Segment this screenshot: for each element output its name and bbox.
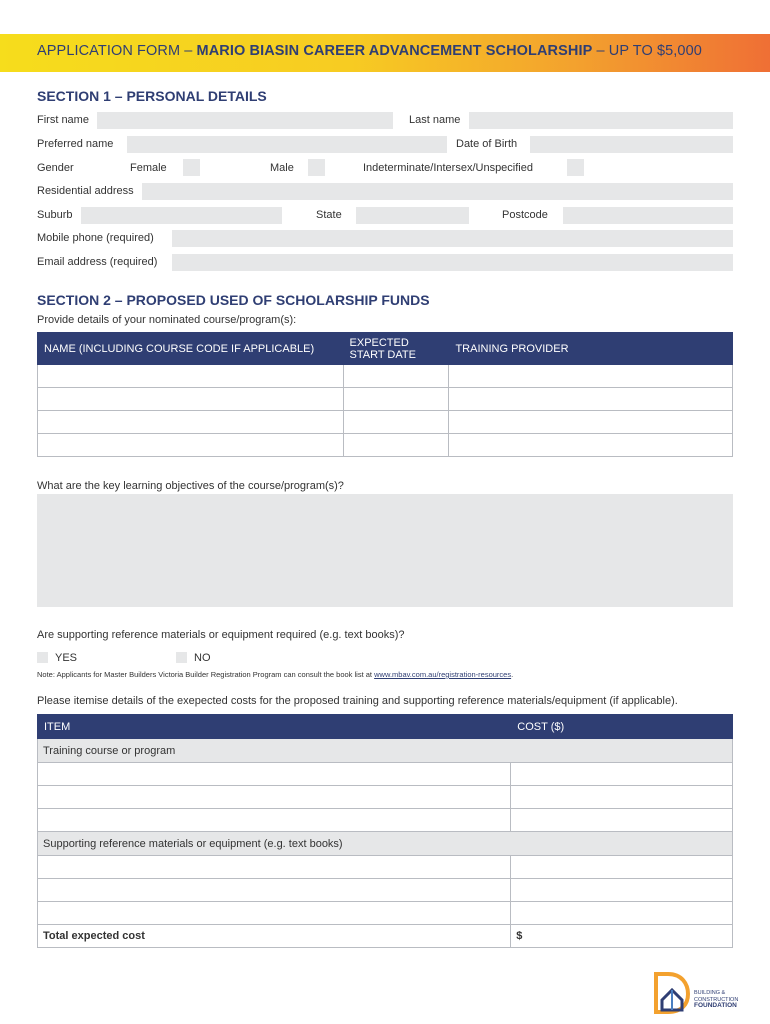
address-label: Residential address (37, 185, 134, 197)
cost-cell[interactable] (511, 856, 733, 879)
training-subheading-row (38, 739, 733, 763)
col-start-date: EXPECTED START DATE (343, 333, 449, 365)
table-row (38, 809, 733, 832)
gender-male-checkbox[interactable] (308, 159, 325, 176)
postcode-field[interactable] (563, 207, 733, 224)
gender-male-label: Male (270, 162, 294, 174)
col-provider: TRAINING PROVIDER (449, 333, 733, 365)
state-field[interactable] (356, 207, 469, 224)
foundation-logo-icon (652, 970, 692, 1014)
item-cell[interactable] (38, 763, 511, 786)
materials-subheading: Supporting reference materials or equipment (e.g. text books) (38, 832, 733, 856)
objectives-question: What are the key learning objectives of the course/program(s)? (37, 480, 344, 492)
mobile-field[interactable] (172, 230, 733, 247)
cost-cell[interactable] (511, 809, 733, 832)
section-1-heading: SECTION 1 – PERSONAL DETAILS (37, 88, 267, 104)
cost-cell[interactable] (511, 902, 733, 925)
email-label: Email address (required) (37, 256, 158, 268)
start-date-cell[interactable] (343, 411, 449, 434)
last-name-field[interactable] (469, 112, 733, 129)
total-label: Total expected cost (38, 925, 511, 948)
col-course-name: NAME (INCLUDING COURSE CODE IF APPLICABLE) (38, 333, 344, 365)
table-row (38, 786, 733, 809)
item-cell[interactable] (38, 809, 511, 832)
course-name-cell[interactable] (38, 434, 344, 457)
materials-no-label: NO (194, 652, 211, 664)
foundation-logo-text: BUILDING & CONSTRUCTION FOUNDATION (694, 990, 739, 1009)
book-list-link[interactable]: www.mbav.com.au/registration-resources (374, 670, 512, 679)
table-row (38, 434, 733, 457)
costs-intro: Please itemise details of the exepected costs for the proposed training and supporting reference materials/equipment (if applicable). (37, 695, 678, 707)
first-name-field[interactable] (97, 112, 393, 129)
gender-female-label: Female (130, 162, 167, 174)
preferred-name-label: Preferred name (37, 138, 114, 150)
suburb-field[interactable] (81, 207, 282, 224)
dob-label: Date of Birth (456, 138, 518, 150)
materials-yes-checkbox[interactable] (37, 652, 48, 663)
costs-table (37, 714, 733, 948)
materials-question: Are supporting reference materials or equipment required (e.g. text books)? (37, 629, 405, 641)
item-cell[interactable] (38, 902, 511, 925)
cost-cell[interactable] (511, 763, 733, 786)
start-date-cell[interactable] (343, 388, 449, 411)
table-row (38, 856, 733, 879)
col-cost: COST ($) (511, 715, 733, 739)
cost-cell[interactable] (511, 879, 733, 902)
suburb-label: Suburb (37, 209, 73, 221)
table-row (38, 763, 733, 786)
course-name-cell[interactable] (38, 388, 344, 411)
provider-cell[interactable] (449, 411, 733, 434)
table-row (38, 365, 733, 388)
course-name-cell[interactable] (38, 365, 344, 388)
course-name-cell[interactable] (38, 411, 344, 434)
materials-subheading-row (38, 832, 733, 856)
table-row (38, 388, 733, 411)
first-name-label: First name (37, 114, 89, 126)
total-cost-cell[interactable]: $ (511, 925, 733, 948)
materials-no-checkbox[interactable] (176, 652, 187, 663)
item-cell[interactable] (38, 856, 511, 879)
table-row (38, 879, 733, 902)
course-table (37, 332, 733, 457)
form-title: APPLICATION FORM – MARIO BIASIN CAREER ADVANCEMENT SCHOLARSHIP – UP TO $5,000 (37, 43, 702, 59)
col-item: ITEM (38, 715, 511, 739)
state-label: State (316, 209, 342, 221)
total-row (38, 925, 733, 948)
gender-female-checkbox[interactable] (183, 159, 200, 176)
start-date-cell[interactable] (343, 434, 449, 457)
book-list-note: Note: Applicants for Master Builders Victoria Builder Registration Program can consult the book list at www.mbav.com.au/registration-resources. (37, 670, 514, 679)
gender-other-checkbox[interactable] (567, 159, 584, 176)
provider-cell[interactable] (449, 365, 733, 388)
start-date-cell[interactable] (343, 365, 449, 388)
training-subheading: Training course or program (38, 739, 733, 763)
item-cell[interactable] (38, 879, 511, 902)
postcode-label: Postcode (502, 209, 548, 221)
gender-other-label: Indeterminate/Intersex/Unspecified (363, 162, 533, 174)
objectives-textarea[interactable] (37, 494, 733, 607)
section-2-heading: SECTION 2 – PROPOSED USED OF SCHOLARSHIP FUNDS (37, 292, 430, 308)
table-row (38, 411, 733, 434)
table-row (38, 902, 733, 925)
provider-cell[interactable] (449, 388, 733, 411)
mobile-label: Mobile phone (required) (37, 232, 154, 244)
dob-field[interactable] (530, 136, 733, 153)
address-field[interactable] (142, 183, 733, 200)
course-intro: Provide details of your nominated course/program(s): (37, 314, 297, 326)
provider-cell[interactable] (449, 434, 733, 457)
item-cell[interactable] (38, 786, 511, 809)
gender-label: Gender (37, 162, 74, 174)
materials-yes-label: YES (55, 652, 78, 664)
preferred-name-field[interactable] (127, 136, 447, 153)
cost-cell[interactable] (511, 786, 733, 809)
email-field[interactable] (172, 254, 733, 271)
last-name-label: Last name (409, 114, 461, 126)
